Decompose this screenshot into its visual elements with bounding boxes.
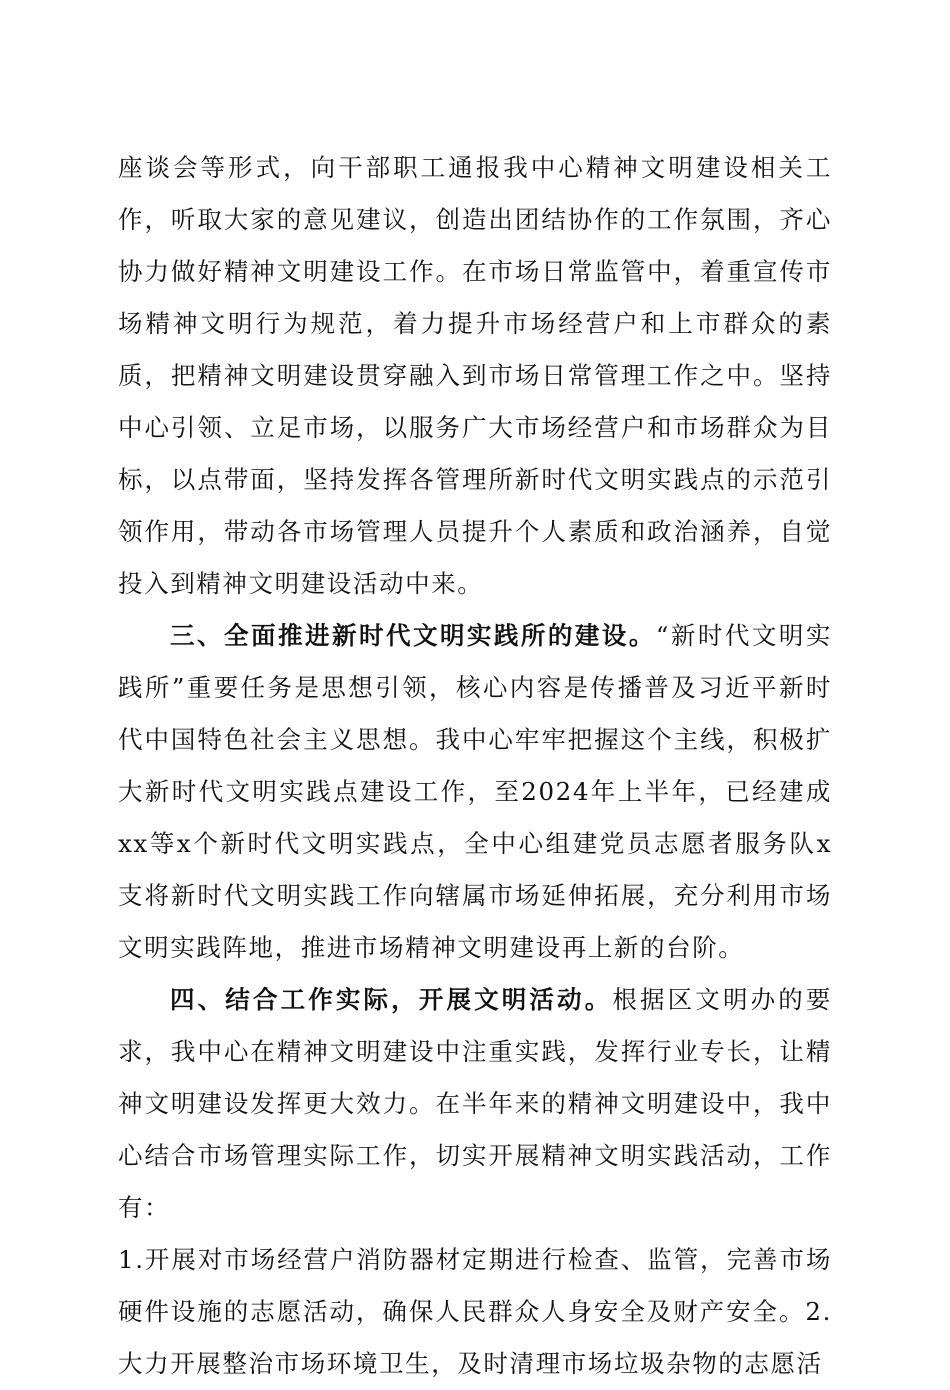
paragraph-text: 根据区文明办的要求，我中心在精神文明建设中注重实践，发挥行业专长，让精神文明建设发挥更大效力。在半年来的精神文明建设中，我中心结合市场管理实际工作，切实开展精神文明实践活动，工作有：: [118, 985, 832, 1222]
paragraph-text: 1.开展对市场经营户消防器材定期进行检查、监管，完善市场硬件设施的志愿活动，确保人民群众人身安全及财产安全。2.大力开展整治市场环境卫生，及时清理市场垃圾杂物的志愿活: [118, 1245, 832, 1378]
section-heading: 四、结合工作实际，开展文明活动。: [170, 985, 613, 1014]
paragraph-section-four: [118, 974, 832, 1234]
paragraph-text: 座谈会等形式，向干部职工通报我中心精神文明建设相关工作，听取大家的意见建议，创造出团结协作的工作氛围，齐心协力做好精神文明建设工作。在市场日常监管中，着重宣传市场精神文明行为规范，着力提升市场经营户和上市群众的素质，把精神文明建设贯穿融入到市场日常管理工作之中。坚持中心引领、立足市场，以服务广大市场经营户和市场群众为目标，以点带面，坚持发挥各管理所新时代文明实践点的示范引领作用，带动各市场管理人员提升个人素质和政治涵养，自觉投入到精神文明建设活动中来。: [118, 153, 832, 598]
paragraph-continuation: [118, 142, 832, 610]
section-heading: 三、全面推进新时代文明实践所的建设。: [170, 621, 656, 650]
paragraph-text: “新时代文明实践所”重要任务是思想引领，核心内容是传播普及习近平新时代中国特色社会主义思想。我中心牢牢把握这个主线，积极扩大新时代文明实践点建设工作，至2024年上半年，已经建成xx等x个新时代文明实践点，全中心组建党员志愿者服务队x支将新时代文明实践工作向辖属市场延伸拓展，充分利用市场文明实践阵地，推进市场精神文明建设再上新的台阶。: [118, 621, 832, 962]
paragraph-section-three: [118, 610, 832, 974]
document-body: [118, 142, 832, 1390]
paragraph-activity-list: [118, 1234, 832, 1390]
